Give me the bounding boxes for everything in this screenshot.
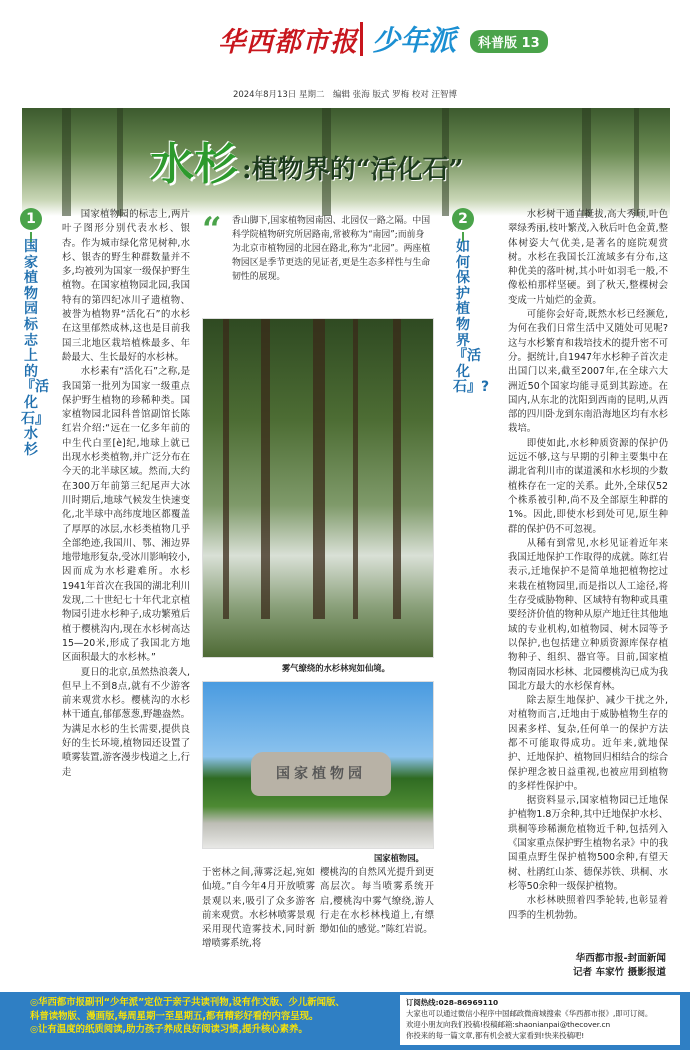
paragraph: 水杉素有“活化石”之称,是我国第一批列为国家一级重点保护野生植物的珍稀种类。国家植物园北园科普馆副馆长陈红岩介绍:“远在一亿多年前的中生代白垩[è]纪,地球上就已出现水杉类植物,并广泛分布在今天的北半球区域。然而,大约在300万年前第三纪尾声大冰川时期后,地球气候发生快速变化,北半球中高纬度地区都覆盖了厚厚的冰层,水杉类植物几乎全部绝迹,我国川、鄂、湘边界地带地形复杂,受冰川影响较小,因而成为水杉避难所。水杉1941年首次在我国的湖北利川发现,二十世纪七十年代北京植物园引进水杉种子,成功繁殖后植于樱桃沟内,现在水杉树高达15—20米,形成了我国北方地区面积最大的水杉林。” [62, 366, 190, 664]
tree-trunk [313, 319, 325, 619]
paper-name: 华西都市报 [218, 27, 358, 58]
paragraph: 即使如此,水杉种质资源的保护仍远远不够,这与早期的引种主要集中在湖北省利川市的谋道溪和水杉坝的少数植株存在一定的关系。此外,全球仅52个株系被引种,尚不及全部原生种群的1%。因此,即使水杉到处可见,原生种群的保护仍不可忽视。 [508, 437, 668, 535]
tree-trunk [353, 319, 358, 619]
tree-trunk [117, 108, 123, 216]
paragraph: 樱桃沟的自然风光提升到更高层次。每当喷雾系统开启,樱桃沟中雾气缭绕,游人行走在水杉林栈道上,有缥缈如仙的感觉。”陈红岩说。 [320, 867, 434, 936]
footer-subscription-box [400, 995, 680, 1045]
headline-main: 水杉 [150, 139, 238, 190]
footer-promo-line: ◎华西都市报副刊“少年派”定位于亲子共读刊物,设有作文版、少儿新闻版、 [30, 997, 345, 1008]
tree-trunk [261, 319, 270, 619]
dateline: 2024年8月13日 星期二 编辑 张海 版式 罗梅 校对 汪智博 [232, 90, 458, 100]
headline-rest: :植物界的“活化石” [242, 155, 464, 185]
byline-outlet: 华西都市报-封面新闻 [575, 953, 666, 964]
quote-text: 香山脚下,国家植物园南园、北园仅一路之隔。中国科学院植物研究所居路南,常被称为“南园”;而前身为北京市植物园的北园在路北,称为“北园”。两座植物园区是季节更迭的见证者,更是生态多样性与生命韧性的展现。 [232, 216, 431, 282]
column-1-text [62, 208, 190, 780]
masthead-divider [360, 22, 363, 56]
paragraph: 夏日的北京,虽然热浪袭人,但早上不到8点,就有不少游客前来观赏水杉。樱桃沟的水杉林干通直,郁郁葱葱,野趣盎然。为满足水杉的生长需要,提供良好的生长环境,植物园还设置了喷雾装置,游客漫步栈道之上,行走 [62, 666, 190, 778]
garden-stone-sign: 国家植物园 [251, 752, 391, 796]
section-2-badge: 2 [452, 208, 474, 230]
byline-reporter: 记者 车家竹 摄影报道 [572, 967, 666, 978]
column-4-text [508, 208, 668, 923]
quote-mark-icon: “ [202, 210, 222, 250]
paragraph: 国家植物园的标志上,两片叶子图形分别代表水杉、银杏。作为城市绿化常见树种,水杉、银杏的野生种群数量并不多,均被列为国家一级保护野生植物。在国家植物园北园,我国特有的第四纪冰川孑遗植物、被誉为植物界“活化石”的水杉在这里郁然成林,这也是目前我国三北地区栽培植株最多、年龄最大、生长最好的水杉林。 [62, 209, 190, 363]
byline [556, 952, 666, 980]
footer-promo-line: ◎让有温度的纸质阅读,助力孩子养成良好阅读习惯,提升核心素养。 [30, 1024, 308, 1035]
submission-email: 欢迎小朋友向我们投稿!投稿邮箱:shaonianpai@thecover.cn [406, 1020, 611, 1029]
tree-trunk [393, 319, 401, 619]
column-3-bottom-text [320, 866, 434, 937]
photo-1-caption: 雾气缭绕的水杉林宛如仙境。 [282, 663, 390, 673]
paragraph: 水杉林映照着四季轮转,也彰显着四季的生机勃勃。 [508, 895, 668, 921]
submission-invite: 你投来的每一篇文章,都有机会被大家看到!快来投稿吧! [406, 1031, 585, 1040]
section-2-title: 如何保护植物界『活化石』? [453, 239, 490, 396]
subscription-info: 大家也可以通过微信小程序中国邮政微商城搜索《华西都市报》,即可订阅。 [406, 1009, 653, 1018]
pull-quote [202, 208, 436, 318]
paragraph: 可能你会好奇,既然水杉已经濒危,为何在我们日常生活中又随处可见呢?这与水杉繁育和栽培技术的提升密不可分。据统计,自1947年水杉种子首次走出国门以来,截至2007年,在全球六大洲近50个国家均能寻觅到其踪迹。在国内,从东北的沈阳到西南的昆明,从西部的四川卧龙到东南沿海地区均有水杉栽培。 [508, 309, 668, 435]
footer-promo-line: 科普读物版、漫画版,每周星期一至星期五,都有精彩好看的内容呈现。 [30, 1010, 319, 1022]
section-1-title: 国家植物园标志上的『活化石』水杉 [21, 239, 49, 458]
page-headline [150, 132, 464, 192]
tree-trunk [582, 108, 591, 216]
footer [0, 992, 690, 1050]
column-2-bottom-text [202, 866, 315, 952]
section-1-badge: 1 [20, 208, 42, 230]
tree-trunk [634, 108, 639, 216]
misty-forest-photo [202, 318, 434, 658]
masthead [0, 0, 690, 84]
paragraph: 于密林之间,薄雾泛起,宛如仙境。”自今年4月开放喷雾景观以来,吸引了众多游客前来观赏。水杉林喷雾景观采用现代造雾技术,同时新增喷雾系统,将 [202, 867, 315, 950]
tree-trunk [62, 108, 71, 216]
paragraph: 从稀有到常见,水杉见证着近年来我国迁地保护工作取得的成就。陈红岩表示,迁地保护不是简单地把植物挖过来栽在植物园里,而是指以人工途径,将生存受威胁物种、区域特有物种或具重要经济价值的物种从原产地迁往其他地域的专业机构,如植物园、树木园等予以保护,也包括建立种质资源库保存植物种子、组织、器官等。目前,国家植物园南园水杉林、北园樱桃沟已成为我国北方最大的水杉保育林。 [508, 537, 668, 692]
tree-trunk [223, 319, 229, 619]
subscription-hotline: 订阅热线:028-86969110 [406, 998, 499, 1007]
paragraph: 据资料显示,国家植物园已迁地保护植物1.8万余种,其中迁地保护水杉、珙桐等珍稀濒危植物近千种,包括列入《国家重点保护野生植物名录》中的我国重点野生保护植物500余种,有望天树、杜鹃红山茶、德保苏铁、珙桐、水杉等50余种一级保护植物。 [508, 795, 668, 892]
footer-promo [30, 996, 396, 1037]
paragraph: 水杉树干通直挺拔,高大秀颀,叶色翠绿秀丽,枝叶繁茂,入秋后叶色金黄,整体树姿大气优美,是著名的庭院观赏树。水杉在我国长江流域多有分布,这种优美的落叶树,其小叶如羽毛一般,不像松柏那样坚硬。到了秋天,整棵树会变成一片灿烂的金黄。 [508, 209, 668, 306]
paragraph: 除去原生地保护、减少干扰之外,对植物而言,迁地由于威胁植物生存的因素多样、复杂,任何单一的保护方法都不可能取得成功。近年来,就地保护、迁地保护、植物回归相结合的综合保护理念被日益重视,也被应用到植物的多样性保护中。 [508, 695, 668, 792]
botanical-garden-photo [202, 681, 434, 849]
supplement-brand: 少年派 [372, 24, 457, 57]
edition-badge: 科普版 13 [470, 30, 548, 53]
photo-2-caption: 国家植物园。 [374, 853, 424, 863]
